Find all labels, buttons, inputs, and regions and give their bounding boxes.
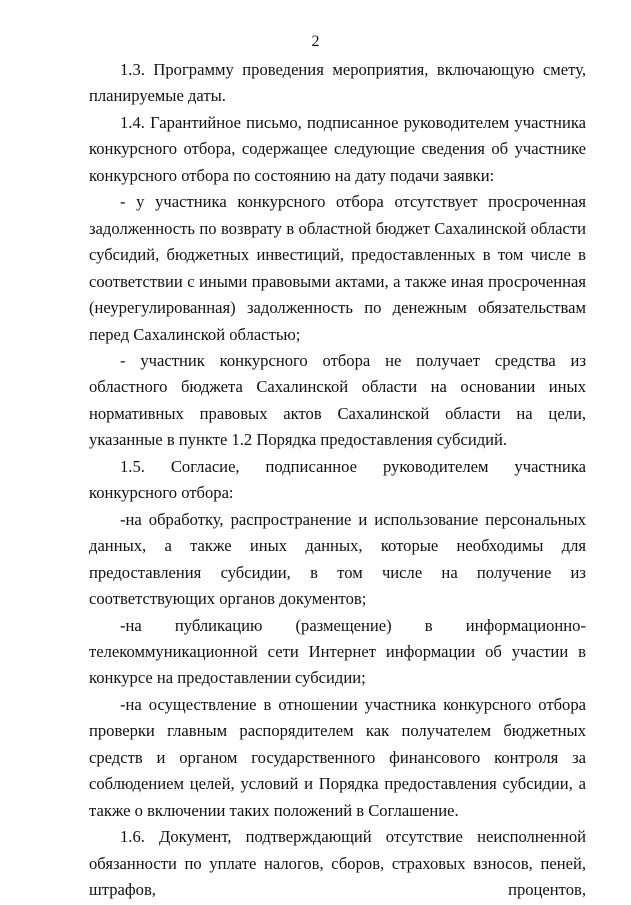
page-number: 2 — [311, 33, 320, 50]
paragraph-1-6: 1.6. Документ, подтверждающий отсутствие неисполненной обязанности по уплате налогов, сборов, страховых взносов, пеней, штрафов, процентов, — [89, 827, 586, 900]
paragraph-1-4: 1.4. Гарантийное письмо, подписанное руководителем участника конкурсного отбора, содержащее следующие сведения об участнике конкурсного отбора по состоянию на дату подачи заявки: — [89, 112, 586, 185]
paragraph-1-4-item-1: - у участника конкурсного отбора отсутствует просроченная задолженность по возврату в областной бюджет Сахалинской области субсидий, бюджетных инвестиций, предоставленных в том числе в соответствии с иными правовыми актами, а также иная просроченная (неурегулированная) задолженность по денежным обязательствам перед Сахалинской областью; — [89, 192, 586, 344]
paragraph-1-4-item-2: - участник конкурсного отбора не получает средства из областного бюджета Сахалинской области на основании иных нормативных правовых актов Сахалинской области на цели, указанные в пункте 1.2 Порядка предоставления субсидий. — [89, 350, 586, 450]
paragraph-1-5: 1.5. Согласие, подписанное руководителем участника конкурсного отбора: — [89, 456, 586, 503]
paragraph-1-5-item-3: -на осуществление в отношении участника конкурсного отбора проверки главным распорядителем как получателем бюджетных средств и органом государственного финансового контроля за соблюдением целей, условий и Порядка предоставления субсидии, а также о включении таких положений в Соглашение. — [89, 694, 586, 820]
paragraph-1-5-item-2: -на публикацию (размещение) в информационно-телекоммуникационной сети Интернет информации об участии в конкурсе на предоставлении субсидии; — [89, 615, 586, 688]
paragraph-1-5-item-1: -на обработку, распространение и использование персональных данных, а также иных данных, которые необходимы для предоставления субсидии, в том числе на получение из соответствующих органов документов; — [89, 509, 586, 609]
document-body — [89, 57, 586, 904]
paragraph-1-3: 1.3. Программу проведения мероприятия, включающую смету, планируемые даты. — [89, 60, 586, 106]
